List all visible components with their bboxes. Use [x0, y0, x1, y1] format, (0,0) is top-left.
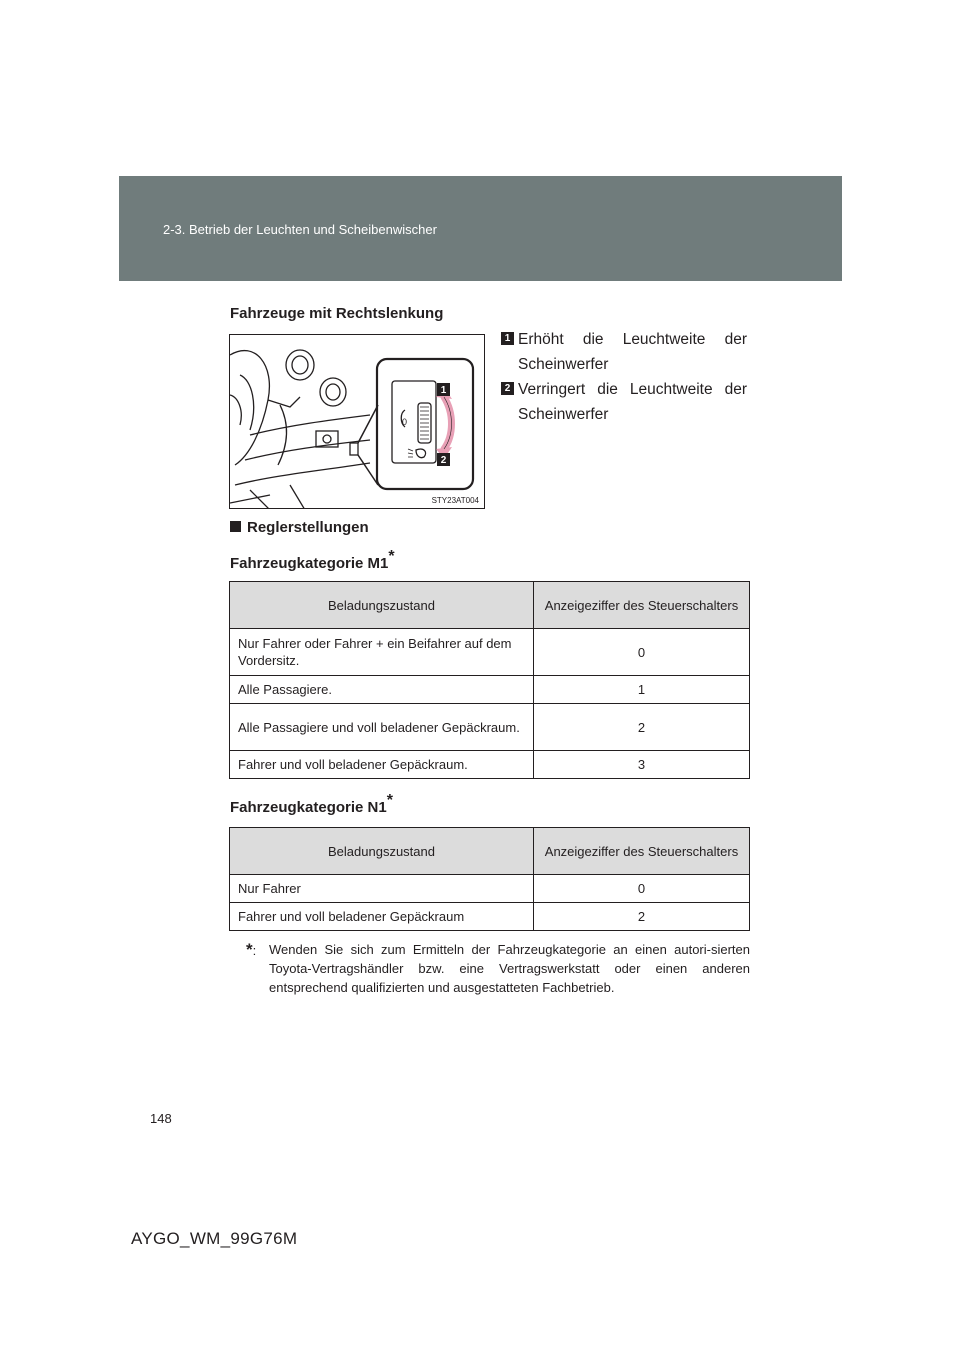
- figure-callout-2: 2: [440, 455, 447, 466]
- footnote-mark: [246, 940, 256, 960]
- footnote: [246, 940, 750, 997]
- document-code: AYGO_WM_99G76M: [131, 1229, 298, 1248]
- table-cell: 1: [534, 676, 750, 704]
- footnote-colon: :: [252, 943, 257, 958]
- section-title: 2-3. Betrieb der Leuchten und Scheibenwischer: [163, 222, 437, 237]
- category-m1-heading: [230, 548, 395, 573]
- table-row: [230, 751, 750, 779]
- category-m1-heading-text: Fahrzeugkategorie M1: [230, 555, 389, 572]
- table-row: [230, 903, 750, 931]
- figure-code: STY23AT004: [431, 496, 479, 505]
- table-cell: Nur Fahrer: [230, 875, 534, 903]
- dashboard-drawing: [230, 335, 485, 509]
- table-cell: 0: [534, 875, 750, 903]
- table-cell: Fahrer und voll beladener Gepäckraum.: [230, 751, 534, 779]
- table-cell: 2: [534, 704, 750, 751]
- table-cell: Fahrer und voll beladener Gepäckraum: [230, 903, 534, 931]
- table-cell: 0: [534, 629, 750, 676]
- table-row: [230, 704, 750, 751]
- table-row: [230, 629, 750, 676]
- step-1: [501, 327, 747, 377]
- section-heading-text: Reglerstellungen: [247, 519, 369, 536]
- column-header-load: Beladungszustand: [230, 828, 534, 875]
- vehicle-heading: Fahrzeuge mit Rechtslenkung: [230, 305, 444, 322]
- table-row: [230, 875, 750, 903]
- category-m1-table: [229, 581, 750, 779]
- step-2: [501, 377, 747, 427]
- table-cell: 2: [534, 903, 750, 931]
- asterisk-icon: *: [388, 548, 395, 565]
- table-row: [230, 676, 750, 704]
- category-n1-table: [229, 827, 750, 931]
- step-1-text: Erhöht die Leuchtweite der Scheinwerfer: [518, 331, 747, 373]
- square-bullet-icon: [230, 521, 241, 532]
- headlight-leveling-illustration: [229, 334, 485, 509]
- table-cell: Alle Passagiere und voll beladener Gepäckraum.: [230, 704, 534, 751]
- footnote-text: Wenden Sie sich zum Ermitteln der Fahrzeugkategorie an einen autori-sierten Toyota-Vertragshändler bzw. eine Vertragswerkstatt oder einen anderen entsprechend qualifizierten und ausgestatteten Fachbetrieb.: [269, 942, 750, 995]
- figure-callout-1: 1: [440, 385, 447, 396]
- svg-text:0: 0: [402, 417, 408, 427]
- table-cell: 3: [534, 751, 750, 779]
- table-header-row: [230, 582, 750, 629]
- asterisk-icon: *: [246, 940, 253, 959]
- step-2-badge: 2: [501, 382, 514, 395]
- column-header-load: Beladungszustand: [230, 582, 534, 629]
- section-heading: [230, 519, 369, 536]
- category-n1-heading: [230, 792, 393, 817]
- column-header-indicator: Anzeigeziffer des Steuerschalters: [534, 582, 750, 629]
- category-n1-heading-text: Fahrzeugkategorie N1: [230, 799, 387, 816]
- column-header-indicator: Anzeigeziffer des Steuerschalters: [534, 828, 750, 875]
- table-cell: Alle Passagiere.: [230, 676, 534, 704]
- asterisk-icon: *: [386, 792, 393, 809]
- page-number: 148: [150, 1111, 172, 1126]
- table-cell: Nur Fahrer oder Fahrer + ein Beifahrer auf dem Vordersitz.: [230, 629, 534, 676]
- step-2-text: Verringert die Leuchtweite der Scheinwerfer: [518, 381, 747, 423]
- step-1-badge: 1: [501, 332, 514, 345]
- table-header-row: [230, 828, 750, 875]
